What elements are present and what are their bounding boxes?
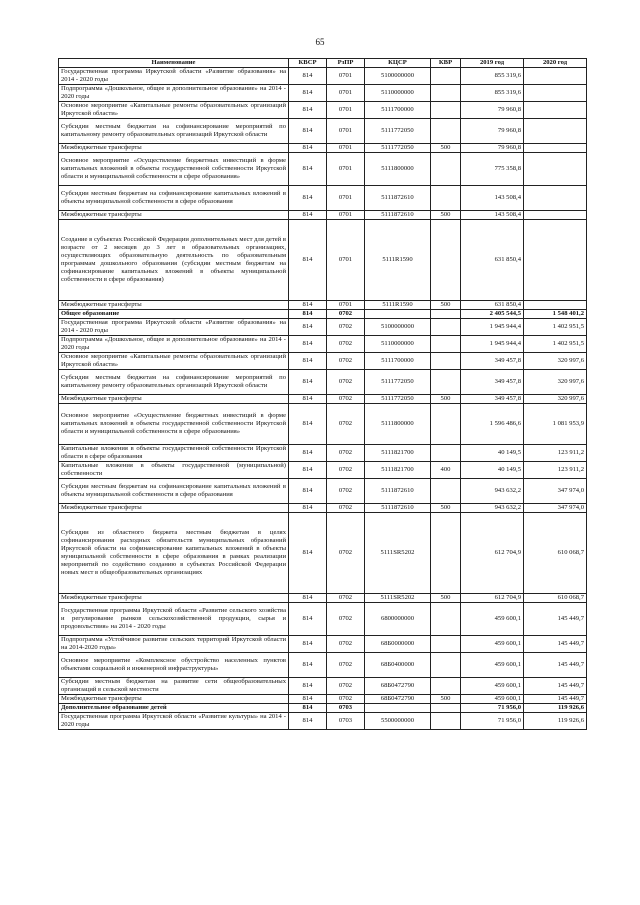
row-name: Государственная программа Иркутской области «Развитие культуры» на 2014 - 2020 годы (59, 713, 289, 730)
row-amount-2019: 79 960,8 (461, 119, 524, 144)
row-kvr (431, 153, 461, 186)
row-amount-2020 (524, 119, 587, 144)
row-amount-2020 (524, 102, 587, 119)
row-kvsr: 814 (289, 370, 327, 395)
row-name: Основное мероприятие «Осуществление бюджетных инвестиций в форме капитальных вложений в объекты государственной собственности Иркутской области и муниципальной собственности в сфере образования» (59, 153, 289, 186)
row-name: Межбюджетные трансферты (59, 144, 289, 153)
header-2019: 2019 год (461, 59, 524, 68)
row-kcsr: 5111700000 (365, 353, 431, 370)
row-rzpr: 0701 (327, 119, 365, 144)
row-amount-2020: 610 068,7 (524, 513, 587, 594)
row-amount-2020: 119 926,6 (524, 704, 587, 713)
row-rzpr: 0702 (327, 310, 365, 319)
row-rzpr: 0701 (327, 102, 365, 119)
row-kvr: 500 (431, 594, 461, 603)
row-amount-2020 (524, 301, 587, 310)
row-amount-2019: 459 600,1 (461, 603, 524, 636)
row-kvsr: 814 (289, 119, 327, 144)
row-kvsr: 814 (289, 336, 327, 353)
row-amount-2019: 143 508,4 (461, 186, 524, 211)
row-amount-2020 (524, 153, 587, 186)
budget-table (58, 58, 587, 730)
row-kcsr: 5111872610 (365, 504, 431, 513)
row-rzpr: 0702 (327, 336, 365, 353)
row-amount-2019: 71 956,0 (461, 713, 524, 730)
row-name: Подпрограмма «Дошкольное, общее и дополнительное образование» на 2014 - 2020 годы (59, 336, 289, 353)
row-kvr (431, 636, 461, 653)
row-name: Межбюджетные трансферты (59, 301, 289, 310)
row-name: Субсидии местным бюджетам на развитие сети общеобразовательных организаций в сельской местности (59, 678, 289, 695)
row-amount-2020: 145 449,7 (524, 636, 587, 653)
row-rzpr: 0701 (327, 68, 365, 85)
row-kcsr: 5100000000 (365, 68, 431, 85)
row-amount-2020: 320 997,6 (524, 353, 587, 370)
row-kvsr: 814 (289, 653, 327, 678)
table-row (59, 445, 587, 462)
row-amount-2020: 123 911,2 (524, 445, 587, 462)
row-kvsr: 814 (289, 695, 327, 704)
row-rzpr: 0702 (327, 513, 365, 594)
row-kvr: 500 (431, 211, 461, 220)
table-row (59, 353, 587, 370)
row-rzpr: 0701 (327, 301, 365, 310)
table-row (59, 370, 587, 395)
table-row (59, 301, 587, 310)
row-name: Субсидии местным бюджетам на софинансирование мероприятий по капитальному ремонту образовательных организаций Иркутской области (59, 119, 289, 144)
row-rzpr: 0703 (327, 713, 365, 730)
row-rzpr: 0702 (327, 395, 365, 404)
row-kvr (431, 68, 461, 85)
row-name: Основное мероприятие «Комплексное обустройство населенных пунктов объектами социальной и инженерной инфраструктуры» (59, 653, 289, 678)
row-name: Подпрограмма «Устойчивое развитие сельских территорий Иркутской области на 2014-2020 годы» (59, 636, 289, 653)
table-row (59, 220, 587, 301)
row-kvsr: 814 (289, 102, 327, 119)
row-name: Субсидии местным бюджетам на софинансирование капитальных вложений в объекты муниципальной собственности в сфере образования (59, 479, 289, 504)
row-kcsr: 5111SR5202 (365, 513, 431, 594)
row-amount-2020: 320 997,6 (524, 395, 587, 404)
header-kvr: КВР (431, 59, 461, 68)
row-name: Межбюджетные трансферты (59, 695, 289, 704)
row-rzpr: 0702 (327, 445, 365, 462)
table-row (59, 636, 587, 653)
row-kcsr: 5111R1590 (365, 220, 431, 301)
row-amount-2020 (524, 186, 587, 211)
row-amount-2020: 1 402 951,5 (524, 319, 587, 336)
row-kvsr: 814 (289, 310, 327, 319)
row-rzpr: 0702 (327, 636, 365, 653)
row-kvsr: 814 (289, 594, 327, 603)
row-kcsr: 5500000000 (365, 713, 431, 730)
row-amount-2020: 145 449,7 (524, 678, 587, 695)
row-kvsr: 814 (289, 479, 327, 504)
table-row (59, 603, 587, 636)
row-name: Межбюджетные трансферты (59, 594, 289, 603)
row-kvr (431, 85, 461, 102)
row-amount-2020: 1 081 953,9 (524, 404, 587, 445)
row-name: Межбюджетные трансферты (59, 504, 289, 513)
row-amount-2020 (524, 68, 587, 85)
row-rzpr: 0701 (327, 153, 365, 186)
table-row (59, 85, 587, 102)
row-kcsr: 6800000000 (365, 603, 431, 636)
table-row (59, 319, 587, 336)
row-kvsr: 814 (289, 603, 327, 636)
row-kcsr: 68Б0000000 (365, 636, 431, 653)
row-name: Подпрограмма «Дошкольное, общее и дополнительное образование» на 2014 - 2020 годы (59, 85, 289, 102)
row-amount-2019: 612 704,9 (461, 594, 524, 603)
row-amount-2019: 71 956,0 (461, 704, 524, 713)
row-amount-2020: 119 926,6 (524, 713, 587, 730)
row-amount-2019: 2 405 544,5 (461, 310, 524, 319)
table-row (59, 144, 587, 153)
table-row (59, 462, 587, 479)
table-row (59, 102, 587, 119)
table-row (59, 211, 587, 220)
row-rzpr: 0702 (327, 370, 365, 395)
row-rzpr: 0702 (327, 404, 365, 445)
table-row (59, 310, 587, 319)
row-amount-2019: 1 945 944,4 (461, 319, 524, 336)
row-amount-2019: 1 945 944,4 (461, 336, 524, 353)
row-amount-2019: 612 704,9 (461, 513, 524, 594)
row-kvsr: 814 (289, 704, 327, 713)
row-kcsr: 5111SR5202 (365, 594, 431, 603)
table-row (59, 713, 587, 730)
row-amount-2019: 349 457,8 (461, 395, 524, 404)
row-kvr (431, 445, 461, 462)
row-kcsr: 5110000000 (365, 336, 431, 353)
row-kvsr: 814 (289, 504, 327, 513)
row-kvr (431, 186, 461, 211)
row-kvsr: 814 (289, 319, 327, 336)
row-rzpr: 0701 (327, 85, 365, 102)
row-amount-2019: 40 149,5 (461, 462, 524, 479)
row-kvr (431, 479, 461, 504)
row-name: Основное мероприятие «Осуществление бюджетных инвестиций в форме капитальных вложений в объекты государственной собственности Иркутской области и муниципальной собственности в сфере образования» (59, 404, 289, 445)
row-amount-2019: 459 600,1 (461, 653, 524, 678)
row-kvr: 500 (431, 695, 461, 704)
page-number: 65 (315, 37, 325, 47)
row-kcsr: 68Б0472790 (365, 678, 431, 695)
row-kcsr: 68Б0472790 (365, 695, 431, 704)
row-amount-2019: 855 319,6 (461, 68, 524, 85)
row-kcsr (365, 310, 431, 319)
row-kvr (431, 404, 461, 445)
row-kcsr (365, 704, 431, 713)
row-amount-2020 (524, 144, 587, 153)
row-kvsr: 814 (289, 211, 327, 220)
row-kvsr: 814 (289, 353, 327, 370)
row-rzpr: 0703 (327, 704, 365, 713)
row-amount-2019: 855 319,6 (461, 85, 524, 102)
table-body (59, 68, 587, 730)
row-kvr (431, 319, 461, 336)
table-row (59, 153, 587, 186)
row-kvsr: 814 (289, 144, 327, 153)
table-row (59, 336, 587, 353)
row-kvr (431, 704, 461, 713)
table-header-row (59, 59, 587, 68)
row-kcsr: 5111821700 (365, 445, 431, 462)
header-kvsr: КВСР (289, 59, 327, 68)
row-kvsr: 814 (289, 678, 327, 695)
table-row (59, 119, 587, 144)
row-kcsr: 5111772050 (365, 119, 431, 144)
row-kvr (431, 353, 461, 370)
row-amount-2020: 1 402 951,5 (524, 336, 587, 353)
row-kvr: 500 (431, 395, 461, 404)
row-kcsr: 5111872610 (365, 211, 431, 220)
row-amount-2020: 347 974,0 (524, 504, 587, 513)
row-kvsr: 814 (289, 301, 327, 310)
row-kvr: 500 (431, 144, 461, 153)
row-rzpr: 0702 (327, 462, 365, 479)
row-rzpr: 0701 (327, 211, 365, 220)
row-rzpr: 0702 (327, 653, 365, 678)
row-name: Субсидии местным бюджетам на софинансирование капитальных вложений в объекты муниципальной собственности в сфере образования (59, 186, 289, 211)
row-amount-2020: 610 068,7 (524, 594, 587, 603)
row-amount-2019: 943 632,2 (461, 504, 524, 513)
row-name: Государственная программа Иркутской области «Развитие образования» на 2014 - 2020 годы (59, 319, 289, 336)
row-kcsr: 68Б0400000 (365, 653, 431, 678)
row-amount-2019: 631 850,4 (461, 301, 524, 310)
table-row (59, 479, 587, 504)
row-kcsr: 5111800000 (365, 404, 431, 445)
table-row (59, 695, 587, 704)
row-name: Государственная программа Иркутской области «Развитие сельского хозяйства и регулирование рынков сельскохозяйственной продукции, сырья и продовольствия» на 2014 - 2020 годы (59, 603, 289, 636)
row-amount-2019: 631 850,4 (461, 220, 524, 301)
row-kcsr: 5100000000 (365, 319, 431, 336)
row-kvr: 500 (431, 301, 461, 310)
row-name: Основное мероприятие «Капитальные ремонты образовательных организаций Иркутской области» (59, 353, 289, 370)
row-name: Создание в субъектах Российской Федерации дополнительных мест для детей в возрасте от 2 месяцев до 3 лет в образовательных организациях, осуществляющих образовательную деятельность по образовательным программам дошкольного образования (субсидии местным бюджетам на софинансирование капитальных вложений в объекты муниципальной собственности в сфере образования) (59, 220, 289, 301)
row-kcsr: 5111872610 (365, 479, 431, 504)
row-rzpr: 0702 (327, 594, 365, 603)
row-name: Субсидии из областного бюджета местным бюджетам в целях софинансирования расходных обязательств муниципальных образований Иркутской области на софинансирование капитальных вложений в объекты муниципальной собственности в сфере образования в рамках реализации мероприятий по содействию созданию в субъектах Российской Федерации новых мест в общеобразовательных организациях (59, 513, 289, 594)
row-amount-2020: 145 449,7 (524, 695, 587, 704)
row-amount-2020: 1 548 401,2 (524, 310, 587, 319)
row-amount-2019: 943 632,2 (461, 479, 524, 504)
row-name: Межбюджетные трансферты (59, 395, 289, 404)
row-amount-2020: 145 449,7 (524, 653, 587, 678)
row-amount-2019: 40 149,5 (461, 445, 524, 462)
table-row (59, 594, 587, 603)
table-row (59, 68, 587, 85)
row-kvsr: 814 (289, 636, 327, 653)
row-rzpr: 0701 (327, 144, 365, 153)
row-amount-2019: 79 960,8 (461, 144, 524, 153)
row-kcsr: 5111800000 (365, 153, 431, 186)
row-name: Субсидии местным бюджетам на софинансирование мероприятий по капитальному ремонту образовательных организаций Иркутской области (59, 370, 289, 395)
row-name: Капитальные вложения в объекты государственной (муниципальной) собственности (59, 462, 289, 479)
table-row (59, 704, 587, 713)
row-rzpr: 0702 (327, 603, 365, 636)
row-kvr (431, 220, 461, 301)
row-amount-2020 (524, 220, 587, 301)
row-amount-2019: 459 600,1 (461, 678, 524, 695)
row-rzpr: 0702 (327, 504, 365, 513)
row-kcsr: 5111872610 (365, 186, 431, 211)
row-amount-2019: 459 600,1 (461, 695, 524, 704)
row-rzpr: 0702 (327, 678, 365, 695)
row-amount-2020: 123 911,2 (524, 462, 587, 479)
row-kcsr: 5111772050 (365, 395, 431, 404)
table-row (59, 404, 587, 445)
header-name: Наименование (59, 59, 289, 68)
row-amount-2020: 347 974,0 (524, 479, 587, 504)
row-kvsr: 814 (289, 85, 327, 102)
row-kcsr: 5111772050 (365, 144, 431, 153)
header-rzpr: РзПР (327, 59, 365, 68)
row-amount-2019: 79 960,8 (461, 102, 524, 119)
row-kvr (431, 513, 461, 594)
row-name: Дополнительное образование детей (59, 704, 289, 713)
row-amount-2019: 349 457,8 (461, 353, 524, 370)
row-amount-2020 (524, 85, 587, 102)
row-name: Межбюджетные трансферты (59, 211, 289, 220)
row-kcsr: 5111700000 (365, 102, 431, 119)
row-amount-2019: 349 457,8 (461, 370, 524, 395)
row-kvr (431, 653, 461, 678)
header-kcsr: КЦСР (365, 59, 431, 68)
row-name: Общее образование (59, 310, 289, 319)
row-kvsr: 814 (289, 462, 327, 479)
row-kvr (431, 370, 461, 395)
table-row (59, 504, 587, 513)
row-kvsr: 814 (289, 186, 327, 211)
row-rzpr: 0702 (327, 695, 365, 704)
row-rzpr: 0701 (327, 186, 365, 211)
row-amount-2019: 143 508,4 (461, 211, 524, 220)
header-2020: 2020 год (524, 59, 587, 68)
row-kvr (431, 336, 461, 353)
row-kvsr: 814 (289, 220, 327, 301)
row-rzpr: 0701 (327, 220, 365, 301)
row-kvsr: 814 (289, 153, 327, 186)
row-kvr: 500 (431, 504, 461, 513)
table-row (59, 395, 587, 404)
row-kcsr: 5111R1590 (365, 301, 431, 310)
row-kvr: 400 (431, 462, 461, 479)
row-amount-2019: 459 600,1 (461, 636, 524, 653)
row-kvsr: 814 (289, 68, 327, 85)
row-kvr (431, 713, 461, 730)
row-kvr (431, 119, 461, 144)
table-row (59, 186, 587, 211)
row-kvsr: 814 (289, 713, 327, 730)
row-amount-2020 (524, 211, 587, 220)
row-rzpr: 0702 (327, 319, 365, 336)
row-name: Основное мероприятие «Капитальные ремонты образовательных организаций Иркутской области» (59, 102, 289, 119)
row-amount-2019: 1 596 486,6 (461, 404, 524, 445)
row-rzpr: 0702 (327, 353, 365, 370)
row-amount-2020: 145 449,7 (524, 603, 587, 636)
table-row (59, 653, 587, 678)
row-amount-2020: 320 997,6 (524, 370, 587, 395)
row-kvr (431, 678, 461, 695)
row-name: Государственная программа Иркутской области «Развитие образования» на 2014 - 2020 годы (59, 68, 289, 85)
row-amount-2019: 775 358,8 (461, 153, 524, 186)
row-kvsr: 814 (289, 445, 327, 462)
row-name: Капитальные вложения в объекты государственной собственности Иркутской области в сфере образования (59, 445, 289, 462)
row-kcsr: 5111772050 (365, 370, 431, 395)
row-rzpr: 0702 (327, 479, 365, 504)
table-row (59, 678, 587, 695)
row-kcsr: 5110000000 (365, 85, 431, 102)
row-kvr (431, 102, 461, 119)
row-kvsr: 814 (289, 395, 327, 404)
row-kvsr: 814 (289, 513, 327, 594)
row-kvr (431, 310, 461, 319)
row-kvr (431, 603, 461, 636)
table-row (59, 513, 587, 594)
row-kvsr: 814 (289, 404, 327, 445)
row-kcsr: 5111821700 (365, 462, 431, 479)
